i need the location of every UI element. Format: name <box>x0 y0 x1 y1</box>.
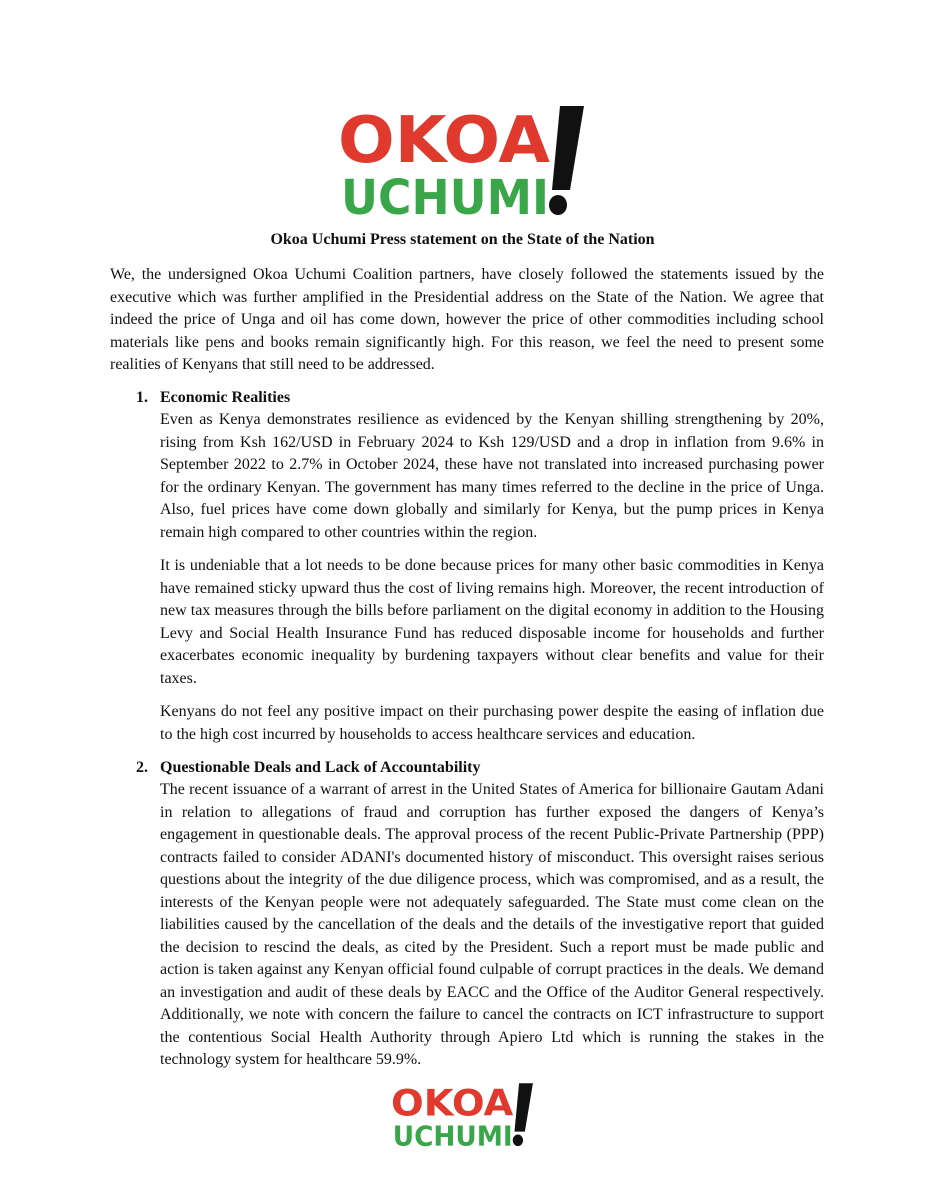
exclamation-bar-icon <box>552 106 584 190</box>
statement-title: Okoa Uchumi Press statement on the State of the Nation <box>270 231 655 248</box>
exclamation-bar-icon <box>514 1083 532 1131</box>
paragraph: The recent issuance of a warrant of arrest in the United States of America for billionaire Gautam Adani in relation to allegations of fraud and corruption has further exposed the dangers of Kenya’s engagement in questionable deals. The approval process of the recent Public-Private Partnership (PPP) contracts failed to consider ADANI's documented history of misconduct. This oversight raises serious questions about the integrity of the due diligence process, which was compromised, and as a result, the interests of the Kenyan people were not adequately safeguarded. The State must come clean on the liabilities caused by the cancellation of the deals and the details of the investigative report that guided the decision to rescind the deals, as cited by the President. Such a report must be made public and action is taken against any Kenyan official found culpable of corrupt practices in the deals. We demand an investigation and audit of these deals by EACC and the Office of the Auditor General respectively. Additionally, we note with concern the failure to cancel the contracts on ICT infrastructure to support the contentious Social Health Authority through Apiero Ltd which is running the stakes in the technology system for healthcare 59.9%. <box>160 781 824 1068</box>
logo-word-uchumi: UCHUMI <box>392 1119 513 1149</box>
okoa-uchumi-logo-bottom <box>391 1082 541 1149</box>
paragraph: Kenyans do not feel any positive impact on their purchasing power despite the easing of inflation due to the high cost incurred by households to access healthcare services and education. <box>160 703 824 743</box>
section-heading <box>110 387 824 409</box>
section-questionable-deals <box>110 757 824 1083</box>
logo-word-okoa: OKOA <box>338 104 551 178</box>
section-number: 1. <box>136 389 148 406</box>
logo-word-okoa: OKOA <box>391 1082 514 1125</box>
section-number: 2. <box>136 759 148 776</box>
logo-word-uchumi: UCHUMI <box>341 170 549 220</box>
section-heading <box>110 757 824 779</box>
section-title: Economic Realities <box>160 389 291 406</box>
exclamation-dot-icon <box>549 195 567 215</box>
exclamation-dot-icon <box>513 1135 523 1147</box>
section-economic-realities <box>110 387 824 757</box>
section-title: Questionable Deals and Lack of Accountability <box>160 759 481 776</box>
intro-paragraph: We, the undersigned Okoa Uchumi Coalition partners, have closely followed the statements issued by the executive which was further amplified in the Presidential address on the State of the Nation. We agree that indeed the price of Unga and oil has come down, however the price of other commodities including school materials like pens and books remain significantly high. For this reason, we feel the need to present some realities of Kenyans that still need to be addressed. <box>110 266 824 373</box>
paragraph: Even as Kenya demonstrates resilience as evidenced by the Kenyan shilling strengthening by 20%, rising from Ksh 162/USD in February 2024 to Ksh 129/USD and a drop in inflation from 9.6% in September 2022 to 2.7% in October 2024, these have not translated into increased purchasing power for the ordinary Kenyan. The government has many times referred to the decline in the price of Unga. Also, fuel prices have come down globally and similarly for Kenya, but the pump prices in Kenya remain high compared to other countries within the region. <box>160 411 824 541</box>
okoa-uchumi-logo-top <box>338 104 598 220</box>
paragraph: It is undeniable that a lot needs to be done because prices for many other basic commodities in Kenya have remained sticky upward thus the cost of living remains high. Moreover, the recent introduction of new tax measures through the bills before parliament on the digital economy in addition to the Housing Levy and Social Health Insurance Fund has reduced disposable income for households and further exacerbates economic inequality by burdening taxpayers without clear benefits and value for their taxes. <box>160 557 824 687</box>
